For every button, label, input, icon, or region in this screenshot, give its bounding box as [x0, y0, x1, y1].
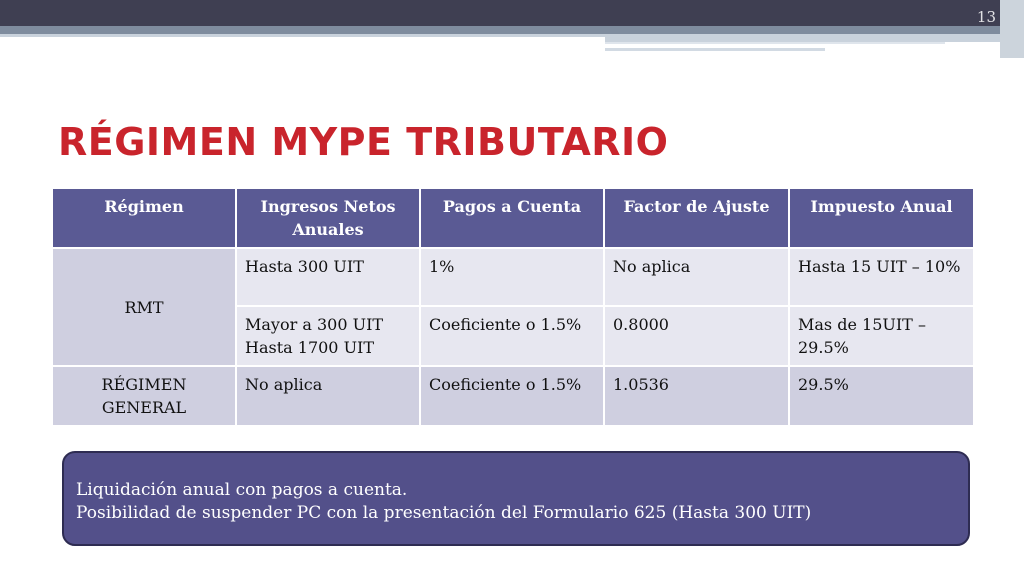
corner-decoration: [1000, 0, 1024, 58]
table-row: [52, 248, 974, 306]
column-header-pagos: Pagos a Cuenta: [420, 188, 604, 248]
note-box: [62, 451, 970, 546]
cell-factor: 1.0536: [604, 366, 789, 426]
cell-pagos: Coeficiente o 1.5%: [420, 366, 604, 426]
cell-factor: No aplica: [604, 248, 789, 306]
cell-regimen: RÉGIMEN GENERAL: [52, 366, 236, 426]
table-row: [52, 366, 974, 426]
top-decoration-line: [605, 34, 1024, 42]
column-header-impuesto: Impuesto Anual: [789, 188, 974, 248]
slide-title: RÉGIMEN MYPE TRIBUTARIO: [58, 120, 669, 164]
top-decoration-line: [605, 42, 945, 44]
cell-impuesto: 29.5%: [789, 366, 974, 426]
cell-pagos: 1%: [420, 248, 604, 306]
cell-regimen: RMT: [52, 248, 236, 366]
column-header-ingresos: Ingresos Netos Anuales: [236, 188, 420, 248]
cell-impuesto: Hasta 15 UIT – 10%: [789, 248, 974, 306]
top-decoration-line: [0, 34, 605, 37]
top-decoration-line: [0, 26, 1024, 34]
table-header-row: [52, 188, 974, 248]
note-line: Posibilidad de suspender PC con la presentación del Formulario 625 (Hasta 300 UIT): [76, 503, 812, 523]
cell-ingresos: Hasta 300 UIT: [236, 248, 420, 306]
column-header-regimen: Régimen: [52, 188, 236, 248]
top-decoration-line: [605, 48, 825, 51]
slide-number: 13: [976, 8, 996, 26]
cell-factor: 0.8000: [604, 306, 789, 366]
top-decoration-band: [0, 0, 1024, 26]
note-line: Liquidación anual con pagos a cuenta.: [76, 480, 408, 500]
column-header-factor: Factor de Ajuste: [604, 188, 789, 248]
cell-impuesto: Mas de 15UIT – 29.5%: [789, 306, 974, 366]
cell-ingresos: No aplica: [236, 366, 420, 426]
tax-regime-table: [51, 187, 975, 427]
cell-ingresos: Mayor a 300 UIT Hasta 1700 UIT: [236, 306, 420, 366]
cell-pagos: Coeficiente o 1.5%: [420, 306, 604, 366]
